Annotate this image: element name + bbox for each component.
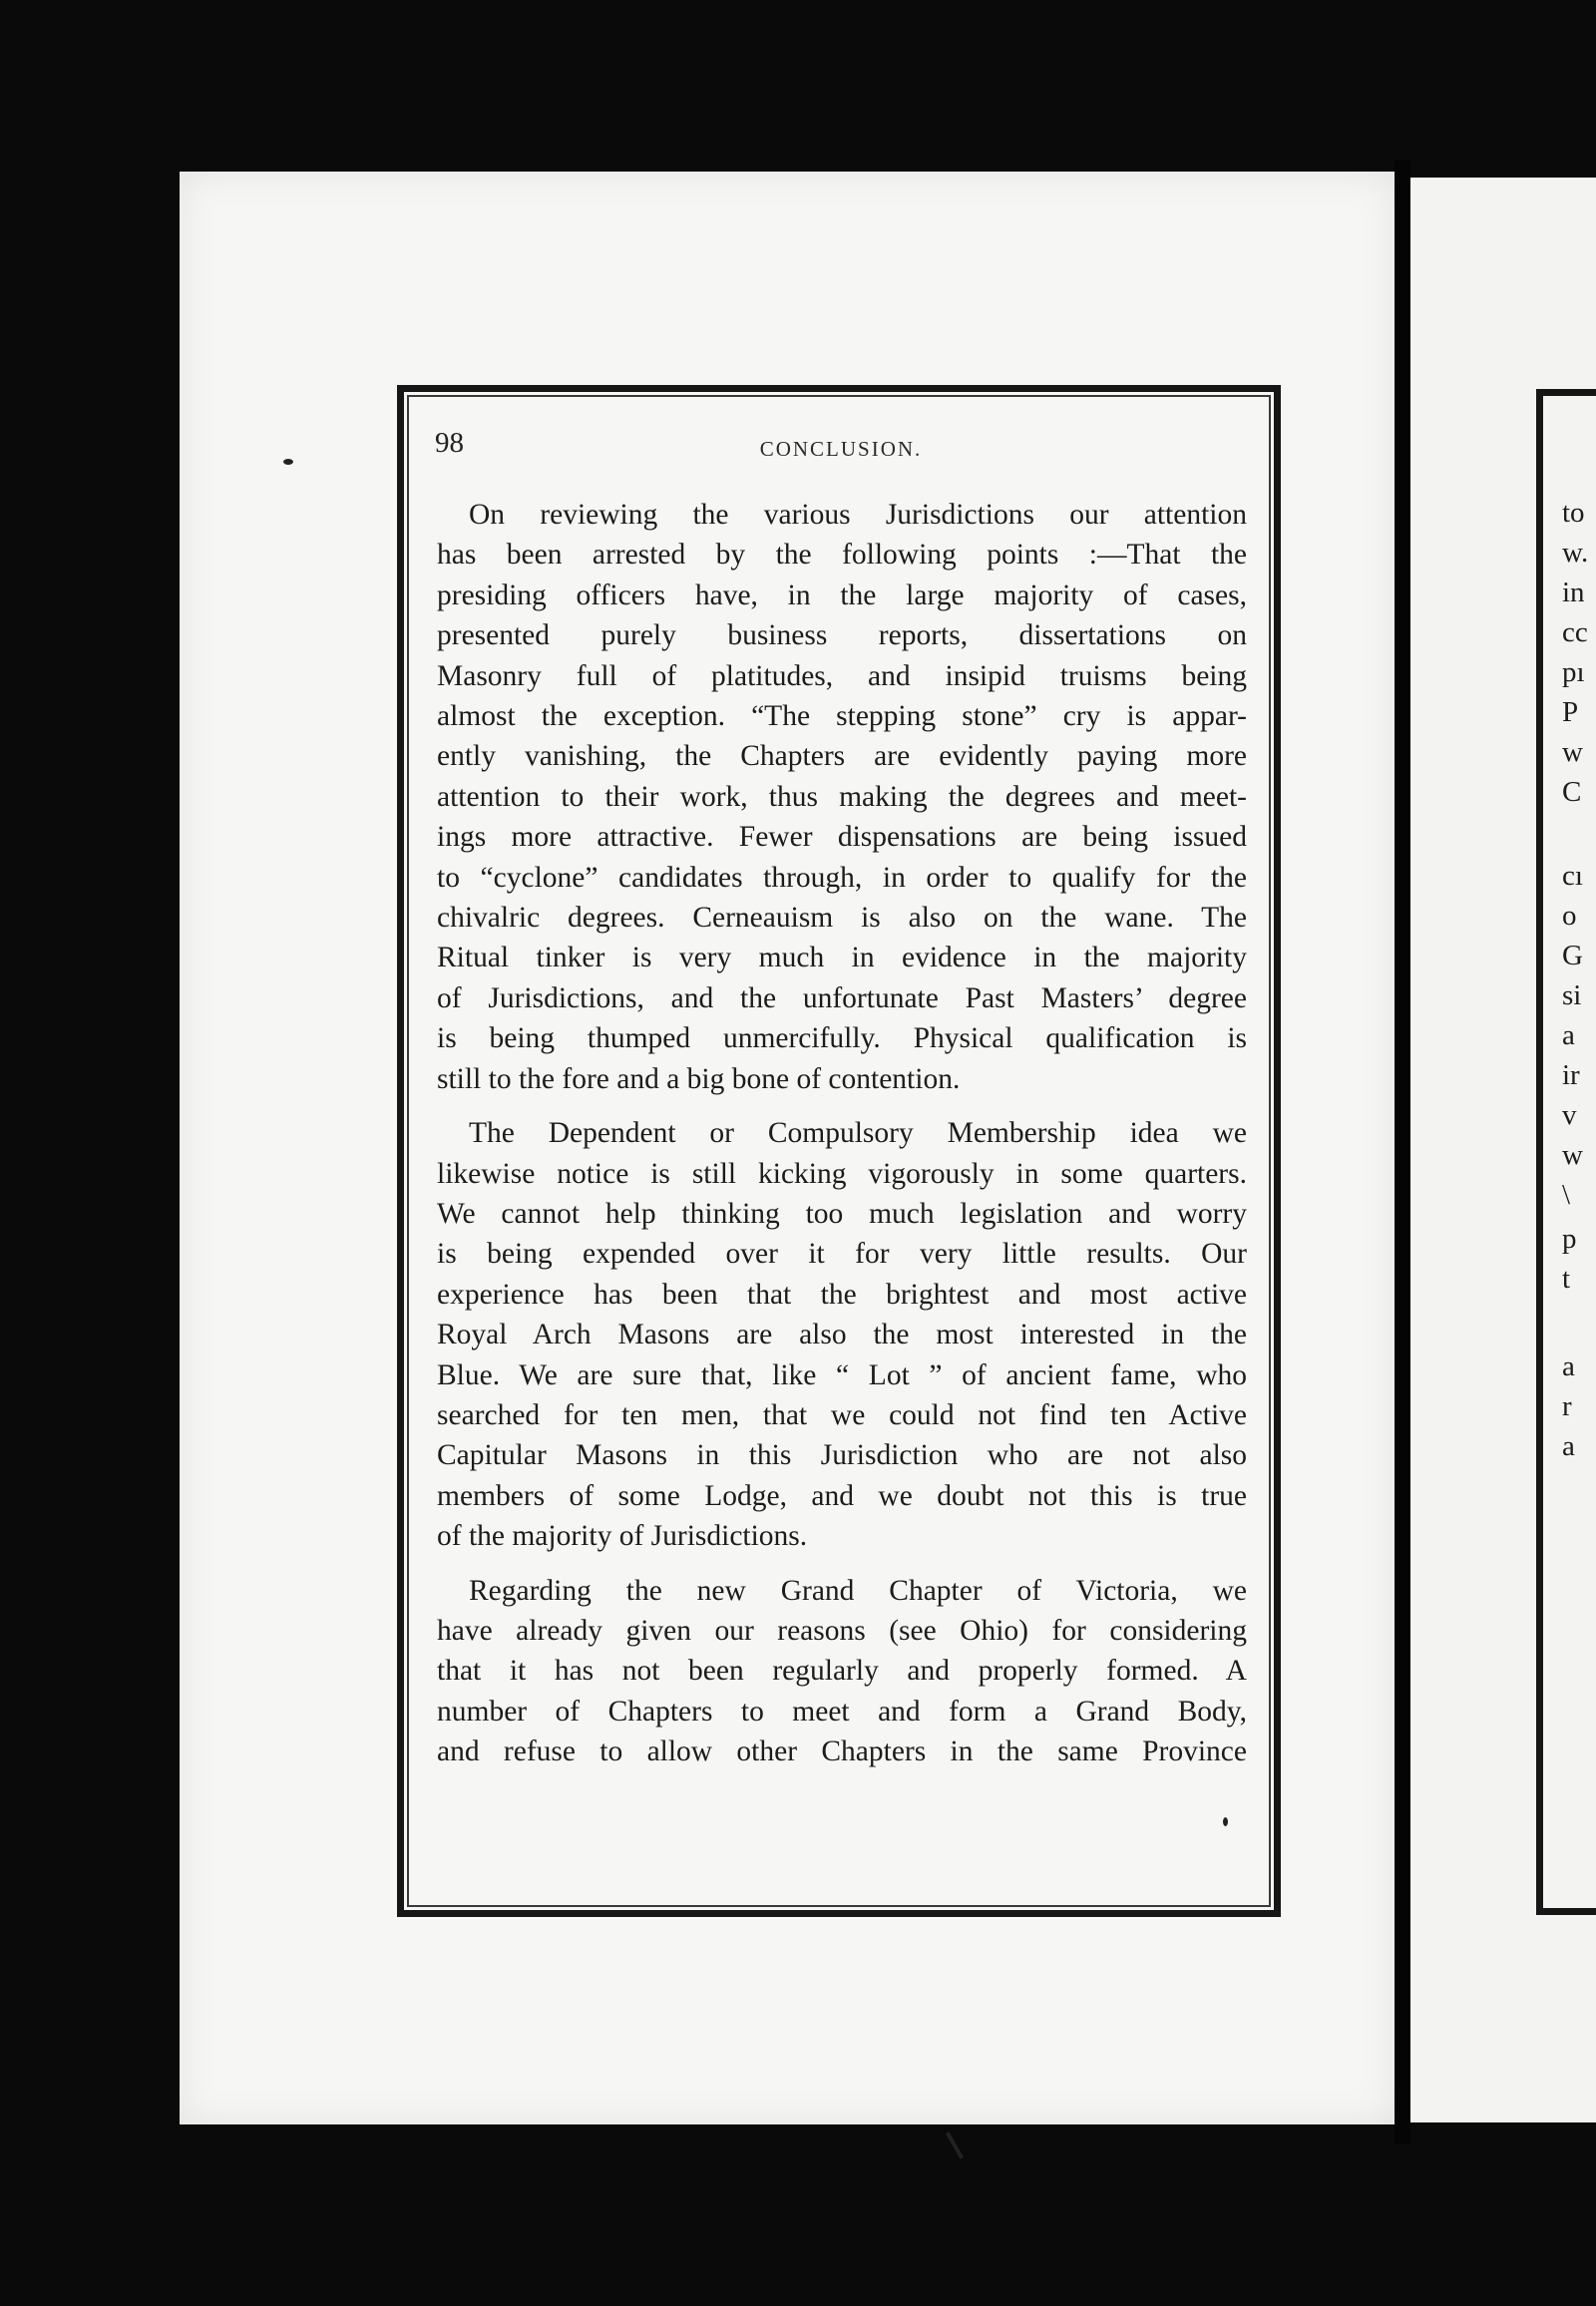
fragment: in (1562, 576, 1585, 608)
fragment: r (1562, 1390, 1572, 1422)
text-line: has been arrested by the following points :—That the (437, 539, 1247, 572)
text-line: have already given our reasons (see Ohio) for considering (437, 1614, 1247, 1647)
text-line: Ritual tinker is very much in evidence in the majority (437, 942, 1247, 974)
text-line: ently vanishing, the Chapters are evidently paying more (437, 740, 1247, 773)
fragment: p (1562, 1223, 1577, 1255)
text-line: that it has not been regularly and properly formed. A (437, 1655, 1247, 1688)
text-line: experience has been that the brightest and most active (437, 1278, 1247, 1311)
text-line: Masonry full of platitudes, and insipid truisms being (437, 659, 1247, 692)
running-head: CONCLUSION. (759, 437, 923, 461)
fragment: v (1562, 1099, 1577, 1131)
text-line: chivalric degrees. Cerneauism is also on the wane. The (437, 902, 1247, 935)
fragment: cc (1562, 616, 1588, 648)
text-line: Capitular Masons in this Jurisdiction who are not also (437, 1439, 1247, 1472)
fragment: \ (1562, 1179, 1571, 1211)
text-line: to “cyclone” candidates through, in order to qualify for the (437, 861, 1247, 894)
text-line: Blue. We are sure that, like “ Lot ” of ancient fame, who (437, 1358, 1247, 1391)
paragraph (437, 495, 1247, 1099)
fragment: si (1562, 979, 1582, 1011)
fragment: o (1562, 900, 1577, 932)
book-gutter (1395, 160, 1410, 2144)
fragment: a (1562, 1430, 1575, 1462)
fragment: t (1562, 1263, 1571, 1295)
fragment: a (1562, 1350, 1575, 1382)
fragment: pı (1562, 656, 1585, 688)
fragment: C (1562, 776, 1582, 808)
text-line: On reviewing the various Jurisdictions our attention (469, 499, 1247, 531)
text-line: The Dependent or Compulsory Membership idea we (469, 1117, 1247, 1150)
paragraph (437, 1113, 1247, 1556)
scan-speck (1223, 1817, 1228, 1826)
text-line: and refuse to allow other Chapters in the same Province (437, 1735, 1247, 1768)
text-line: is being expended over it for very little results. Our (437, 1238, 1247, 1271)
text-line: almost the exception. “The stepping stone” cry is appar- (437, 700, 1247, 733)
text-line: is being thumped unmercifully. Physical qualification is (437, 1022, 1247, 1055)
fragment: P (1562, 696, 1579, 728)
text-line: searched for ten men, that we could not find ten Active (437, 1398, 1247, 1431)
text-line: ings more attractive. Fewer dispensations are being issued (437, 821, 1247, 854)
fragment: w (1562, 1139, 1583, 1171)
fragment: w (1562, 736, 1583, 768)
text-line: of Jurisdictions, and the unfortunate Past Masters’ degree (437, 981, 1247, 1014)
scan-speck (283, 459, 293, 465)
text-line: Regarding the new Grand Chapter of Victoria, we (469, 1574, 1247, 1607)
fragment: ir (1562, 1059, 1580, 1091)
page-number: 98 (435, 427, 464, 459)
scan-speck (946, 2131, 964, 2159)
text-line: of the majority of Jurisdictions. (437, 1520, 808, 1553)
text-line: number of Chapters to meet and form a Grand Body, (437, 1695, 1247, 1728)
text-line: We cannot help thinking too much legislation and worry (437, 1197, 1247, 1230)
body-text (437, 495, 1247, 1786)
fragment: cı (1562, 860, 1583, 892)
text-line: presiding officers have, in the large majority of cases, (437, 578, 1247, 611)
text-line: members of some Lodge, and we doubt not this is true (437, 1479, 1247, 1512)
fragment: to (1562, 497, 1585, 529)
text-line: Royal Arch Masons are also the most interested in the (437, 1319, 1247, 1351)
text-line: likewise notice is still kicking vigorously in some quarters. (437, 1157, 1247, 1190)
fragment: a (1562, 1019, 1575, 1051)
paragraph (437, 1571, 1247, 1772)
text-line: presented purely business reports, dissertations on (437, 619, 1247, 652)
text-line: still to the fore and a big bone of contention. (437, 1062, 961, 1095)
text-line: attention to their work, thus making the degrees and meet- (437, 780, 1247, 813)
fragment: G (1562, 940, 1583, 971)
fragment: w. (1562, 537, 1589, 569)
